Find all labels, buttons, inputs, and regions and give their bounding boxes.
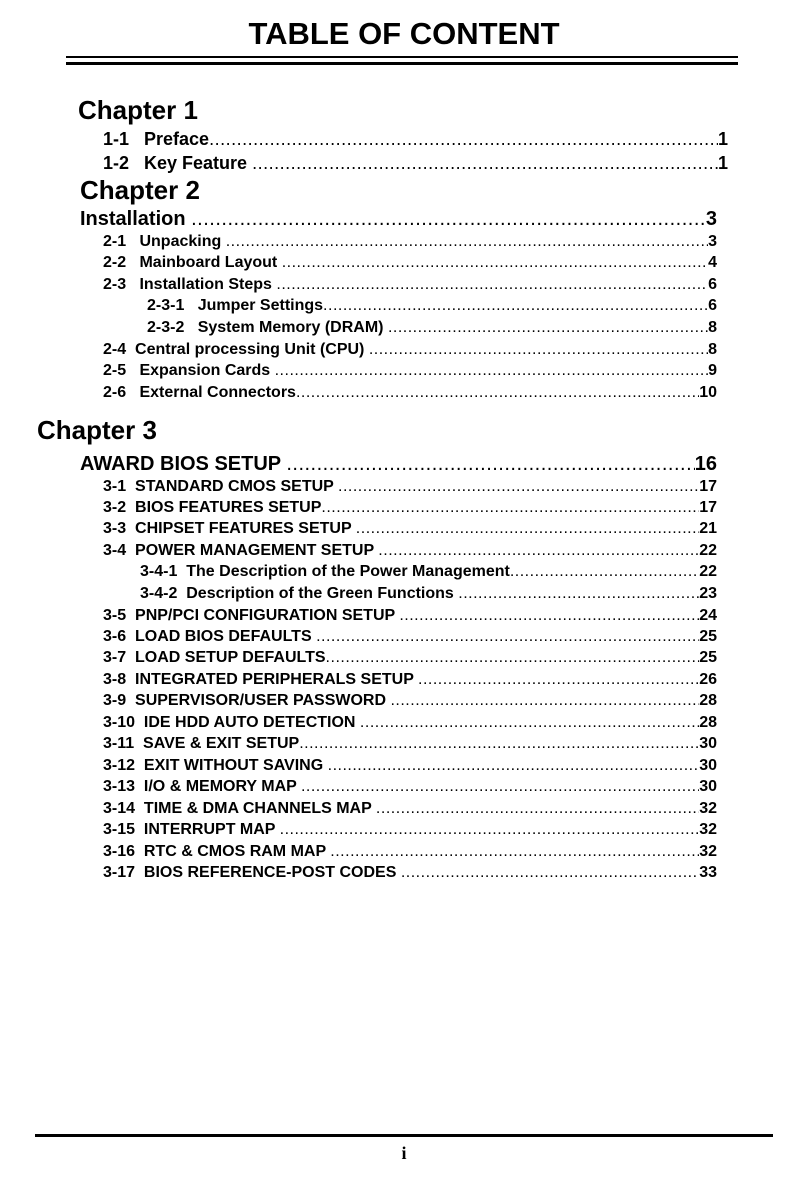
toc-entry[interactable] (103, 541, 717, 561)
toc-subentry[interactable] (140, 584, 717, 604)
dot-leader (326, 648, 700, 668)
toc-entry-title: 2-5 Expansion Cards (103, 362, 275, 379)
dot-leader (378, 541, 699, 561)
toc-entry[interactable] (103, 713, 717, 733)
toc-entry-page: 30 (699, 735, 717, 752)
dot-leader (330, 842, 699, 862)
toc-section[interactable] (80, 207, 717, 231)
toc-entry-page: 30 (699, 778, 717, 795)
dot-leader (286, 452, 694, 476)
toc-entry-page: 8 (708, 341, 717, 358)
toc-entry-page: 1 (717, 129, 728, 149)
chapter-heading: Chapter 2 (80, 175, 200, 205)
toc-entry[interactable] (103, 691, 717, 711)
chapter-heading: Chapter 3 (37, 415, 157, 445)
dot-leader (280, 820, 700, 840)
toc-entry-title: 2-1 Unpacking (103, 233, 226, 250)
toc-entry-page: 17 (699, 499, 717, 516)
toc-entry-title: Installation (80, 208, 192, 230)
toc-entry-page: 3 (708, 233, 717, 250)
toc-entry-title: 2-6 External Connectors (103, 384, 296, 401)
toc-entry[interactable] (103, 606, 717, 626)
toc-entry[interactable] (103, 498, 717, 518)
toc-entry-page: 6 (708, 297, 717, 314)
toc-entry-page: 32 (699, 800, 717, 817)
toc-entry-page: 1 (717, 153, 728, 173)
dot-leader (510, 562, 699, 582)
dot-leader (316, 627, 699, 647)
toc-entry-title: 3-4 POWER MANAGEMENT SETUP (103, 542, 379, 559)
toc-entry-title: 3-11 SAVE & EXIT SETUP (103, 735, 300, 752)
toc-entry-page: 16 (694, 453, 717, 475)
toc-entry-title: 2-3 Installation Steps (103, 276, 277, 293)
toc-entry-title: 3-12 EXIT WITHOUT SAVING (103, 757, 328, 774)
toc-entry[interactable] (103, 670, 717, 690)
toc-section[interactable] (80, 452, 717, 476)
dot-leader (275, 361, 708, 381)
toc-entry[interactable] (103, 734, 717, 754)
toc-entry-page: 9 (708, 362, 717, 379)
toc-entry-title: 3-7 LOAD SETUP DEFAULTS (103, 649, 326, 666)
page-title: TABLE OF CONTENT (248, 16, 560, 51)
toc-entry-page: 22 (699, 563, 717, 580)
toc-entry-title: 3-17 BIOS REFERENCE-POST CODES (103, 864, 401, 881)
toc-entry-page: 22 (699, 542, 717, 559)
dot-leader (388, 318, 708, 338)
toc-entry-page: 4 (708, 254, 717, 271)
toc-entry-page: 30 (699, 757, 717, 774)
page-number: i (401, 1143, 407, 1163)
toc-entry-page: 32 (699, 821, 717, 838)
dot-leader (296, 383, 699, 403)
toc-entry-page: 28 (699, 714, 717, 731)
toc-entry-title: 3-4-1 The Description of the Power Management (140, 563, 510, 580)
toc-entry-page: 25 (699, 649, 717, 666)
dot-leader (226, 232, 708, 252)
toc-entry-page: 17 (699, 478, 717, 495)
toc-entry-title: 3-16 RTC & CMOS RAM MAP (103, 843, 331, 860)
toc-entry-page: 32 (699, 843, 717, 860)
toc-entry-title: 2-3-2 System Memory (DRAM) (147, 319, 388, 336)
dot-leader (209, 128, 718, 150)
dot-leader (338, 477, 699, 497)
toc-entry[interactable] (103, 863, 717, 883)
toc-entry[interactable] (103, 232, 717, 252)
dot-leader (299, 734, 699, 754)
toc-entry[interactable] (103, 152, 728, 174)
dot-leader (282, 253, 708, 273)
dot-leader (323, 296, 708, 316)
toc-entry-title: 3-6 LOAD BIOS DEFAULTS (103, 628, 317, 645)
toc-entry-page: 33 (699, 864, 717, 881)
dot-leader (321, 498, 699, 518)
toc-entry-page: 25 (699, 628, 717, 645)
dot-leader (301, 777, 699, 797)
dot-leader (401, 863, 699, 883)
toc-entry-title: 2-4 Central processing Unit (CPU) (103, 341, 369, 358)
toc-entry[interactable] (103, 842, 717, 862)
toc-entry[interactable] (103, 477, 717, 497)
toc-entry-title: 3-14 TIME & DMA CHANNELS MAP (103, 800, 376, 817)
dot-leader (399, 606, 699, 626)
toc-entry-title: 3-4-2 Description of the Green Functions (140, 585, 459, 602)
dot-leader (276, 275, 708, 295)
toc-entry[interactable] (103, 253, 717, 273)
toc-entry-title: 3-9 SUPERVISOR/USER PASSWORD (103, 692, 391, 709)
toc-entry-title: 3-1 STANDARD CMOS SETUP (103, 478, 338, 495)
dot-leader (390, 691, 699, 711)
toc-entry[interactable] (103, 275, 717, 295)
toc-entry[interactable] (103, 128, 728, 150)
toc-entry-title: 1-2 Key Feature (103, 153, 253, 173)
toc-entry-title: 3-3 CHIPSET FEATURES SETUP (103, 520, 356, 537)
toc-subentry[interactable] (140, 562, 717, 582)
toc-entry-title: 3-13 I/O & MEMORY MAP (103, 778, 301, 795)
toc-entry[interactable] (103, 519, 717, 539)
dot-leader (369, 340, 708, 360)
toc-entry-title: 3-5 PNP/PCI CONFIGURATION SETUP (103, 607, 400, 624)
toc-entry-page: 23 (699, 585, 717, 602)
toc-entry-page: 21 (699, 520, 717, 537)
toc-entry[interactable] (103, 756, 717, 776)
dot-leader (376, 799, 699, 819)
toc-entry-title: 3-8 INTEGRATED PERIPHERALS SETUP (103, 671, 419, 688)
toc-entry-page: 10 (699, 384, 717, 401)
dot-leader (356, 519, 699, 539)
footer-rule (35, 1134, 773, 1137)
dot-leader (191, 207, 706, 231)
toc-entry-page: 26 (699, 671, 717, 688)
toc-entry[interactable] (103, 820, 717, 840)
toc-entry-page: 6 (708, 276, 717, 293)
toc-entry[interactable] (103, 383, 717, 403)
toc-subentry[interactable] (147, 296, 717, 316)
toc-entry[interactable] (103, 799, 717, 819)
toc-entry-title: 3-10 IDE HDD AUTO DETECTION (103, 714, 360, 731)
dot-leader (252, 152, 718, 174)
toc-entry-page: 3 (705, 208, 717, 230)
toc-entry-title: 3-2 BIOS FEATURES SETUP (103, 499, 322, 516)
chapter-heading: Chapter 1 (78, 95, 198, 125)
toc-entry-title: 2-2 Mainboard Layout (103, 254, 282, 271)
toc-entry-title: AWARD BIOS SETUP (80, 453, 287, 475)
dot-leader (418, 670, 699, 690)
toc-entry-page: 28 (699, 692, 717, 709)
dot-leader (458, 584, 699, 604)
toc-entry-page: 8 (708, 319, 717, 336)
toc-entry[interactable] (103, 777, 717, 797)
dot-leader (360, 713, 699, 733)
toc-entry[interactable] (103, 648, 717, 668)
toc-entry-title: 2-3-1 Jumper Settings (147, 297, 324, 314)
toc-entry-title: 1-1 Preface (103, 129, 210, 149)
title-double-rule (66, 56, 738, 65)
toc-subentry[interactable] (147, 318, 717, 338)
dot-leader (328, 756, 700, 776)
toc-entry[interactable] (103, 340, 717, 360)
toc-entry[interactable] (103, 361, 717, 381)
toc-entry-page: 24 (699, 607, 717, 624)
toc-entry-title: 3-15 INTERRUPT MAP (103, 821, 280, 838)
toc-entry[interactable] (103, 627, 717, 647)
